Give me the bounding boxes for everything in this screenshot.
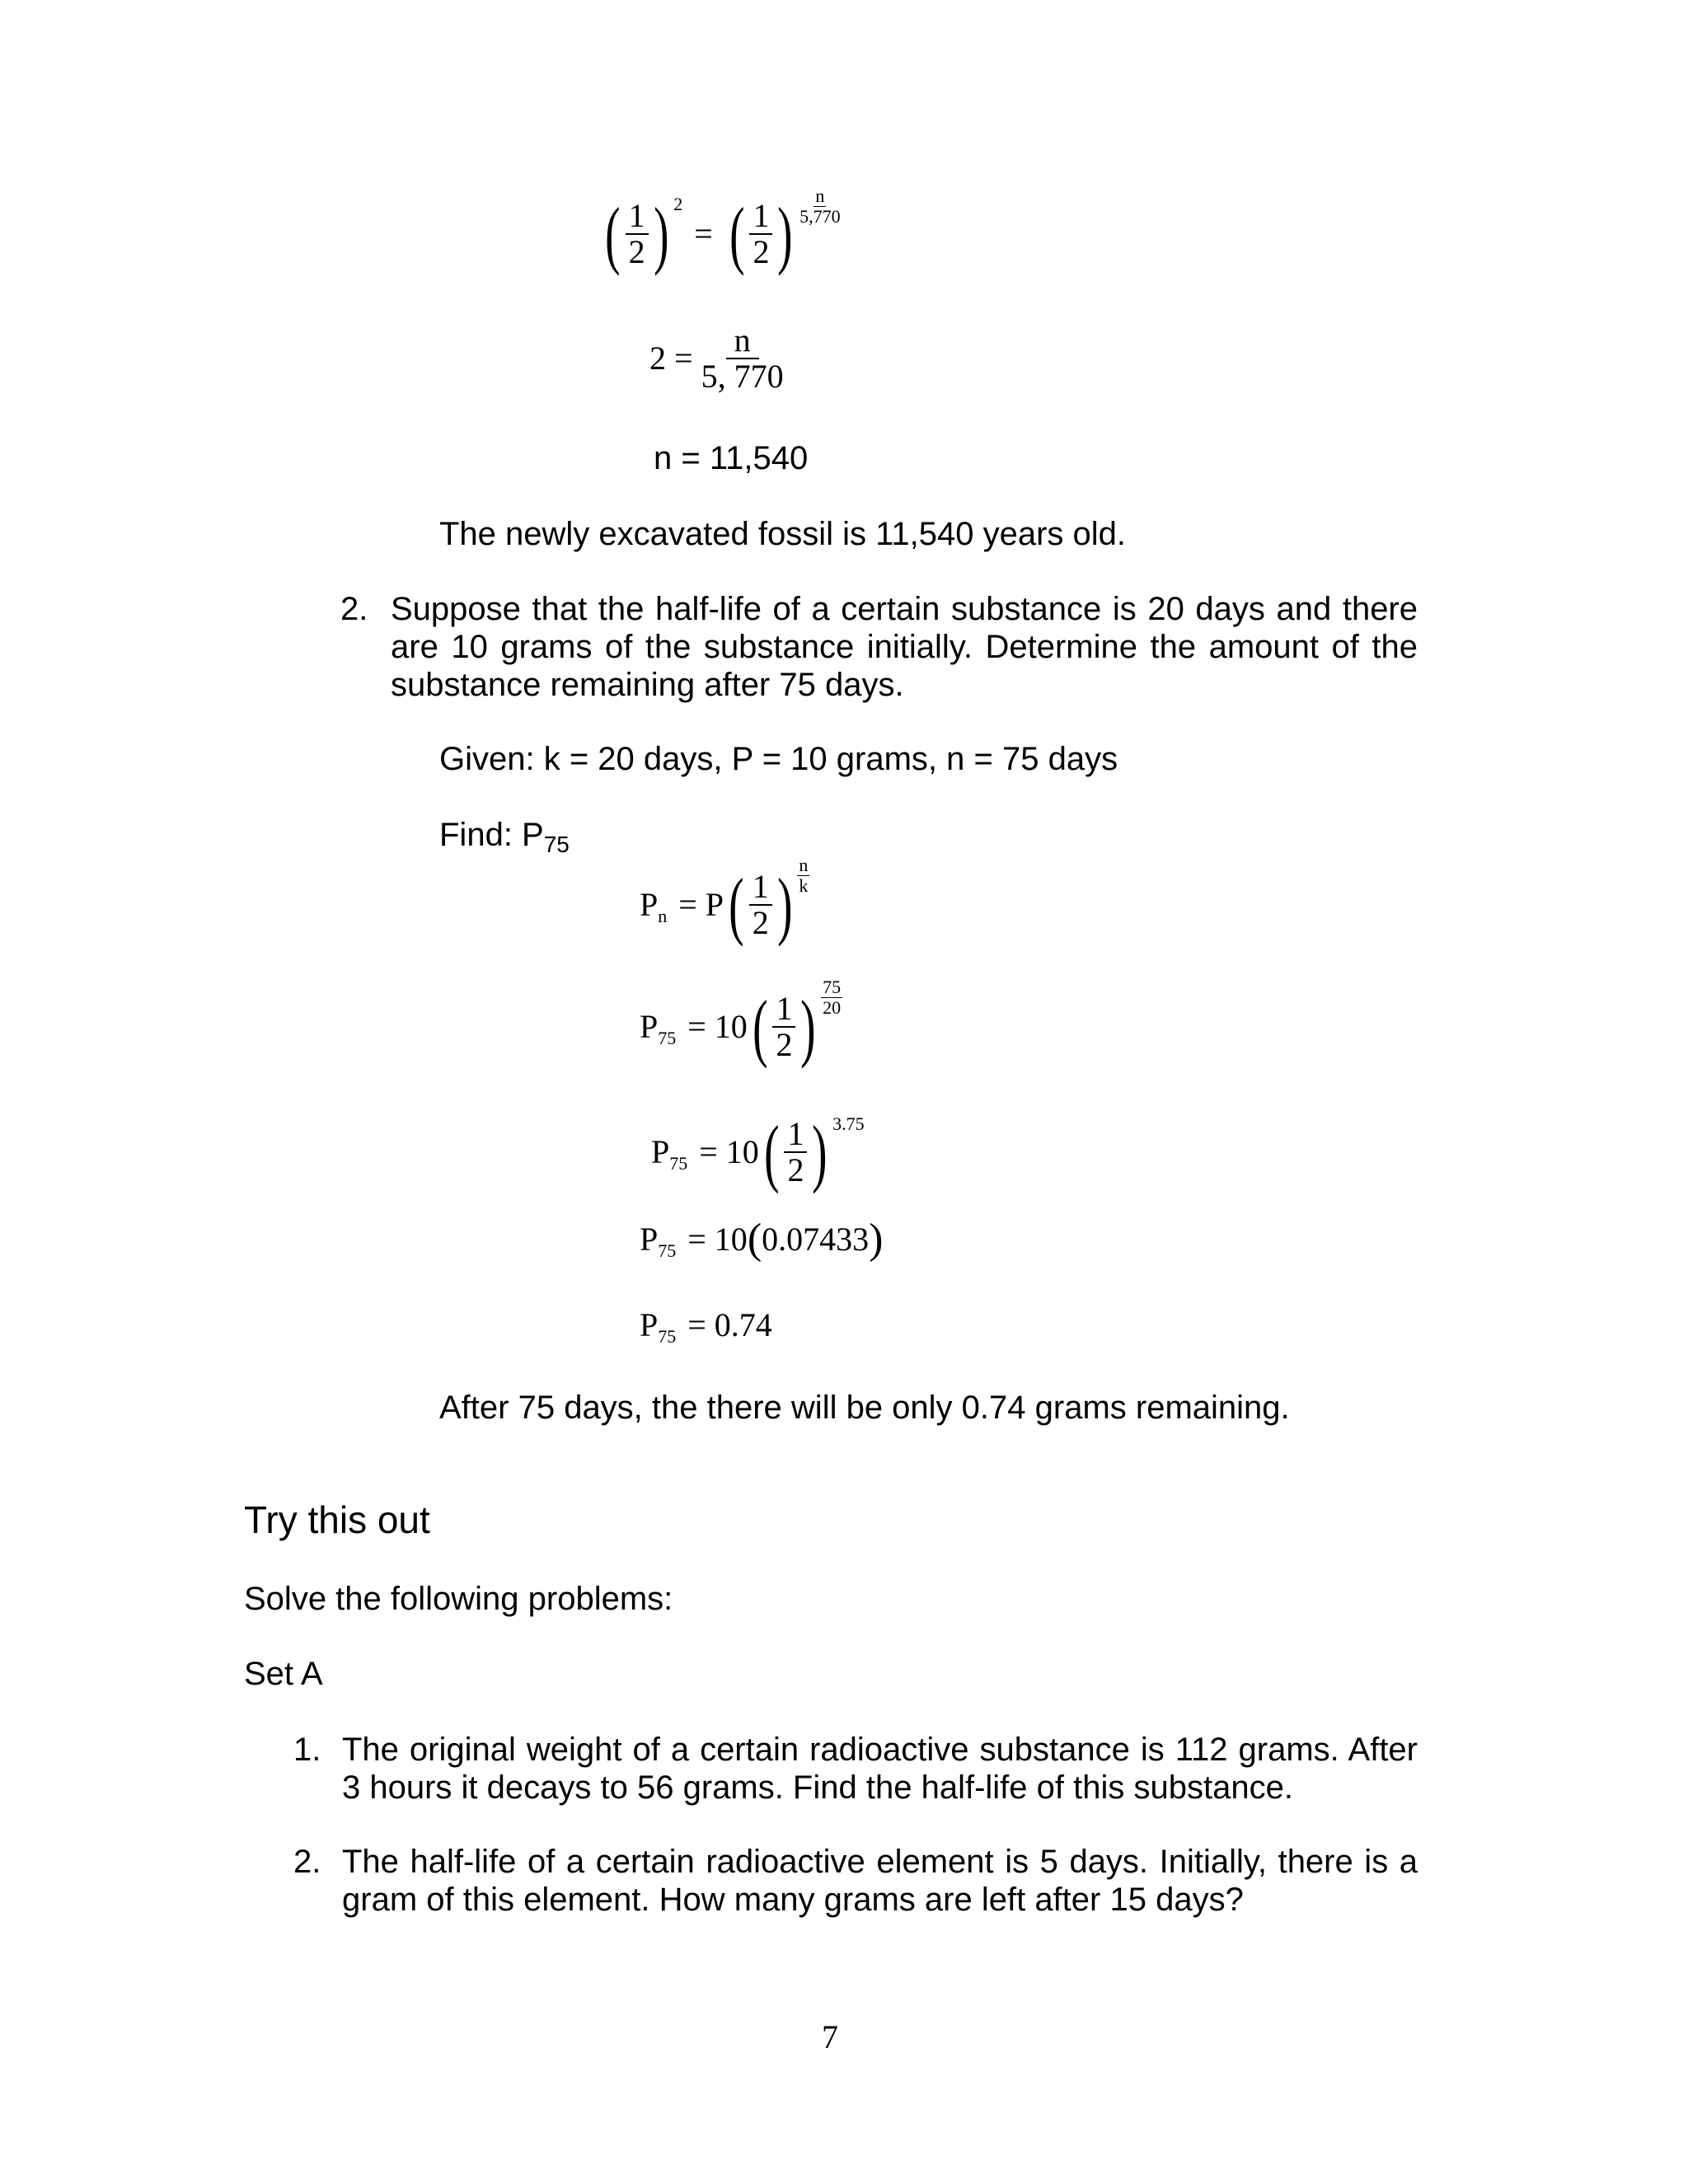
paren-open: ( (605, 192, 621, 276)
paren-close: ) (800, 985, 816, 1069)
equation-half-powers (600, 185, 842, 276)
exponent-denominator: 20 (823, 996, 842, 1018)
step-power-evaluated (640, 1218, 883, 1261)
set-a-problem-2-text: The half-life of a certain radioactive element is 5 days. Initially, there is a gram of this element. How many grams are left after 15 days? (342, 1844, 1418, 1918)
fraction-one-half (784, 1117, 807, 1188)
exponent-numerator: 75 (823, 977, 842, 998)
problem-2-number: 2. (340, 591, 368, 627)
exponent-fraction (821, 977, 842, 1016)
equation-rhs: = 0.74 (687, 1306, 772, 1343)
equation-rhs: = 10 (687, 1008, 748, 1045)
problem-2-conclusion: After 75 days, the there will be only 0.74 grams remaining. (439, 1390, 1290, 1426)
paren-open: ( (729, 863, 744, 947)
variable-p: P (640, 1221, 659, 1258)
exponent-denominator: k (799, 874, 809, 896)
paren-close: ) (777, 192, 793, 276)
exponent-numerator: n (815, 185, 825, 207)
exponent-numerator: n (799, 855, 809, 876)
variable-p: P (640, 1306, 659, 1343)
numerator: 1 (784, 1117, 807, 1153)
page-number: 7 (822, 2018, 838, 2055)
equation-rhs: = P (678, 886, 724, 923)
set-a-problem-2-number: 2. (293, 1844, 321, 1880)
variable-p: P (640, 886, 659, 923)
denominator: 2 (753, 233, 770, 270)
equation-result-n: n = 11,540 (654, 440, 809, 476)
paren-close: ) (653, 192, 669, 276)
exponent-fraction (798, 186, 842, 225)
equation-rhs: = 10 (699, 1133, 759, 1170)
paren-close: ) (869, 1216, 884, 1263)
subscript: 75 (658, 1028, 677, 1048)
paren-open: ( (763, 1110, 780, 1194)
step-exponent-evaluated (651, 1110, 865, 1194)
equation-rhs: = 10 (687, 1221, 748, 1258)
exponent-denominator: 5,770 (799, 205, 841, 227)
subscript: 75 (658, 1240, 677, 1261)
subscript: 75 (669, 1153, 688, 1174)
paren-close: ) (812, 1110, 828, 1194)
find-label (439, 816, 570, 857)
paren-open: ( (752, 985, 768, 1069)
equals-sign: = (694, 215, 713, 252)
subscript: 75 (658, 1326, 677, 1347)
denominator: 2 (752, 904, 769, 941)
decimal-value: 0.07433 (762, 1221, 870, 1258)
numerator: 1 (772, 991, 795, 1028)
denominator: 2 (787, 1151, 804, 1188)
find-text: Find: P (439, 817, 544, 853)
equation-lhs: 2 = (649, 340, 693, 377)
denominator: 5, 770 (701, 358, 784, 395)
exponent-fraction (797, 855, 809, 894)
variable-p: P (651, 1133, 670, 1170)
set-label: Set A (244, 1656, 323, 1692)
denominator: 2 (628, 233, 645, 270)
given-values: Given: k = 20 days, P = 10 grams, n = 75 days (439, 741, 1118, 777)
fraction-n-over-5770 (698, 323, 787, 394)
numerator: n (726, 323, 759, 359)
decay-formula (640, 855, 809, 947)
subscript: n (658, 906, 668, 926)
fraction-one-half (626, 199, 649, 269)
paren-open: ( (729, 192, 745, 276)
exponent: 3.75 (832, 1113, 865, 1134)
find-subscript: 75 (543, 832, 570, 857)
variable-p: P (640, 1008, 659, 1045)
problem-2-text: Suppose that the half-life of a certain substance is 20 days and there are 10 grams of the substance initially. Determine the amount of the substance remaining after 75 days. (391, 591, 1418, 703)
section-heading: Try this out (244, 1498, 430, 1541)
instructions: Solve the following problems: (244, 1581, 673, 1617)
exponent: 2 (673, 194, 683, 214)
step-final-result (640, 1306, 772, 1347)
numerator: 1 (749, 199, 772, 235)
fraction-one-half (772, 991, 795, 1062)
equation-exponent-ratio (649, 323, 787, 394)
numerator: 1 (626, 199, 649, 235)
paren-close: ) (776, 863, 793, 947)
numerator: 1 (749, 869, 772, 906)
fossil-conclusion: The newly excavated fossil is 11,540 years old. (439, 516, 1127, 552)
set-a-problem-1-number: 1. (293, 1732, 321, 1768)
fraction-one-half (749, 199, 772, 269)
set-a-problem-1-text: The original weight of a certain radioactive substance is 112 grams. After 3 hours it decays to 56 grams. Find the half-life of this substance. (342, 1732, 1418, 1806)
step-substitution (640, 977, 842, 1069)
paren-open: ( (747, 1216, 762, 1263)
fraction-one-half (749, 869, 772, 940)
denominator: 2 (776, 1026, 793, 1063)
